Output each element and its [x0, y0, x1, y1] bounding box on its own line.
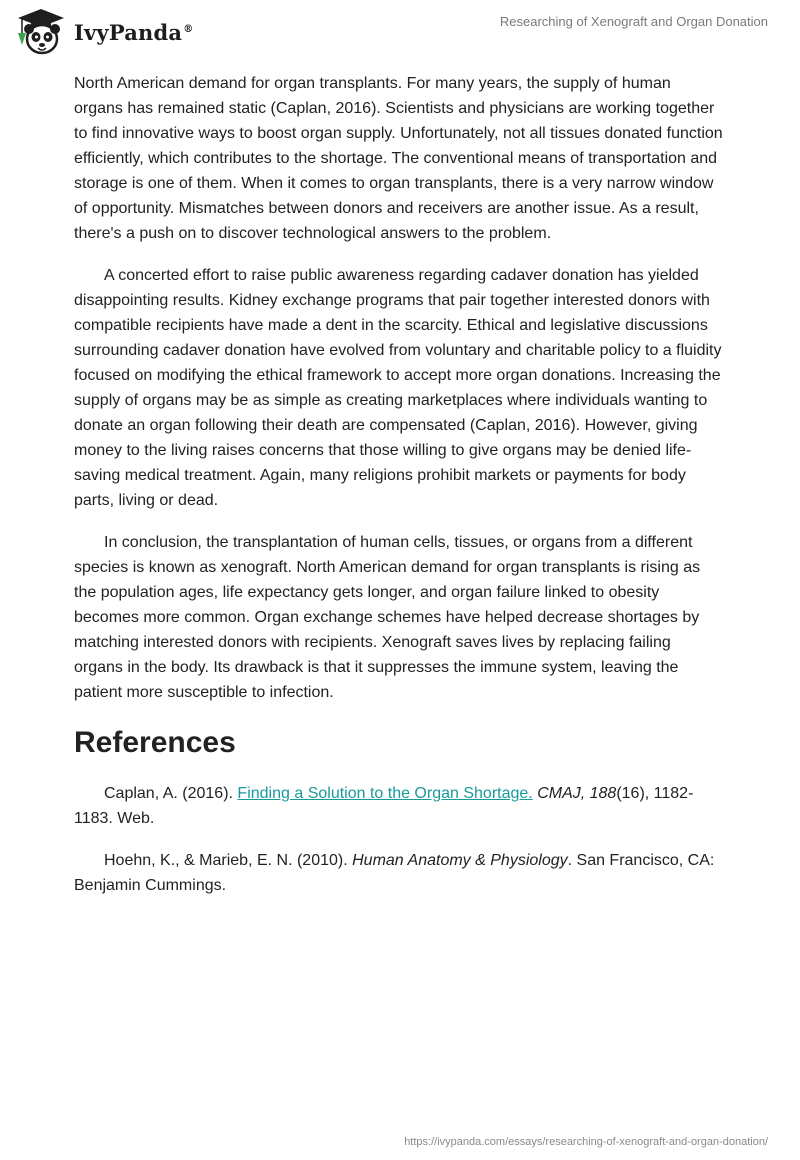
reference-authors: Hoehn, K., & Marieb, E. N. (2010). [104, 852, 353, 869]
footer-url[interactable]: https://ivypanda.com/essays/researching-of-xenograft-and-organ-donation/ [404, 1136, 768, 1148]
reference-item-caplan [74, 781, 724, 831]
essay-content [74, 71, 724, 915]
body-paragraph-1: North American demand for organ transplants. For many years, the supply of human organs has remained static (Caplan, 2016). Scientists and physicians are working together to find innovative ways to boost organ supply. Unfortunately, not all tissues donated function efficiently, which contributes to the shortage. The conventional means of transportation and storage is one of them. When it comes to organ transplants, there is a very narrow window of opportunity. Mismatches between donors and receivers are another issue. As a result, there's a push on to discover technological answers to the problem. [74, 75, 723, 242]
references-heading: References [74, 726, 236, 759]
reference-authors: Caplan, A. (2016). [104, 785, 238, 802]
logo-text: IvyPanda [74, 19, 183, 45]
document-title: Researching of Xenograft and Organ Donation [499, 14, 768, 29]
registered-mark: ® [183, 23, 194, 35]
reference-item-hoehn [74, 848, 724, 898]
reference-book-title: Human Anatomy & Physiology [352, 852, 568, 869]
reference-details: (16), 1182-1183. Web. [74, 785, 694, 827]
reference-link[interactable]: Finding a Solution to the Organ Shortage. [237, 785, 533, 802]
body-paragraph-3: In conclusion, the transplantation of human cells, tissues, or organs from a different species is known as xenograft. North American demand for organ transplants is rising as the population ages, life expectancy gets longer, and organ failure linked to obesity becomes more common. Organ exchange schemes have helped decrease shortages by matching interested donors with recipients. Xenograft saves lives by replacing failing organs in the body. Its drawback is that it suppresses the immune system, leaving the patient more susceptible to infection. [74, 534, 701, 701]
page-header [0, 0, 800, 64]
body-paragraph-2: A concerted effort to raise public awareness regarding cadaver donation has yielded disappointing results. Kidney exchange programs that pair together interested donors with compatible recipients have made a dent in the scarcity. Ethical and legislative discussions surrounding cadaver donation have evolved from voluntary and charitable policy to a fluidity focused on modifying the ethical framework to accept more organ donations. Increasing the supply of organs may be as simple as creating marketplaces where individuals wanting to donate an organ following their death are compensated (Caplan, 2016). However, giving money to the living raises concerns that those willing to give organs may be denied life-saving medical treatment. Again, many religions prohibit markets or payments for body parts, living or dead. [74, 267, 722, 509]
logo-wordmark [74, 20, 193, 45]
reference-journal: CMAJ, 188 [537, 785, 617, 802]
panda-graduate-icon [14, 7, 68, 57]
ivypanda-logo[interactable] [14, 6, 234, 58]
reference-details: . San Francisco, CA: Benjamin Cummings. [74, 852, 715, 894]
